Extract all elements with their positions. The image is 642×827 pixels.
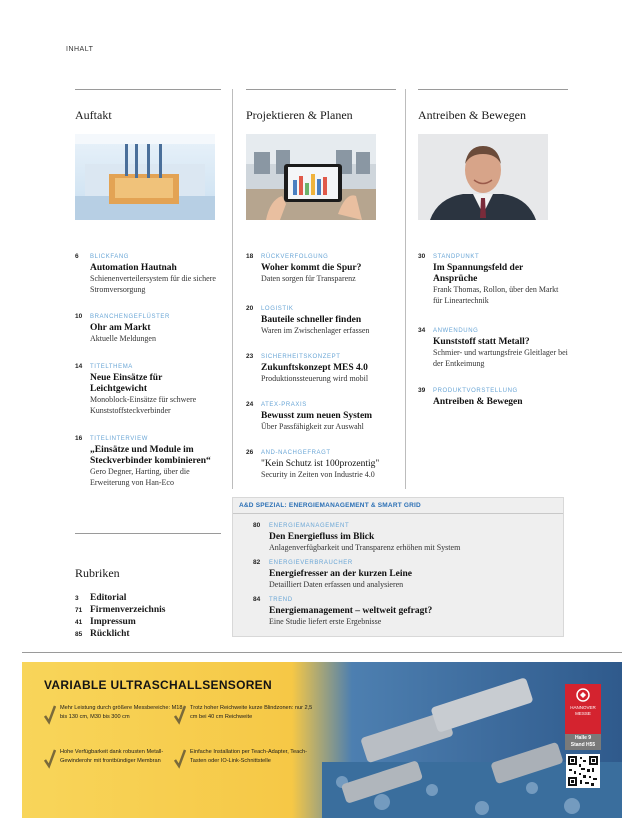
entry-kicker: PRODUKTVORSTELLUNG [433,388,518,394]
entry-title: Zukunftskonzept MES 4.0 [261,363,368,373]
page-number: 30 [418,253,426,260]
entry-kicker: TITELTHEMA [90,364,133,370]
page-number: 84 [253,596,261,603]
divider [75,533,221,534]
entry-kicker: AND-NACHGEFRAGT [261,450,331,456]
booth-info [565,734,601,750]
entry-title: „Einsätze und Module im Steckverbinder kombinieren“ [90,445,211,466]
column-auftakt [75,89,221,505]
ad-feature-text: Mehr Leistung durch größere Messbereiche: M18 bis 130 cm, M30 bis 300 cm [60,705,183,720]
entry-kicker: ANWENDUNG [433,328,479,334]
factory-photo [75,134,215,220]
rubriken-title: Impressum [90,617,136,627]
page-number: 41 [75,619,83,626]
page-number: 23 [246,353,254,360]
page-number: 26 [246,449,254,456]
ad-title: VARIABLE ULTRASCHALLSENSOREN [44,678,272,692]
column-projektieren [246,89,396,493]
rubriken-item[interactable] [75,617,225,629]
toc-entry[interactable] [246,305,396,353]
checkmark-icon [174,704,186,726]
ad-feature [44,748,184,765]
toc-entry[interactable] [418,253,568,327]
toc-entry[interactable] [246,449,396,493]
entry-title: "Kein Schutz ist 100prozentig" [261,459,380,469]
entry-kicker: STANDPUNKT [433,254,480,260]
entry-subtitle: Eine Studie liefert erste Ergebnisse [269,617,382,626]
rubriken-item[interactable] [75,593,225,605]
entry-kicker: ENERGIEVERBRAUCHER [269,560,353,566]
entry-subtitle: Monoblock-Einsätze für schwere Kunststoffsteckverbinder [90,395,197,415]
page-number: 6 [75,253,79,260]
rubriken-item[interactable] [75,605,225,617]
hannover-messe-logo [565,684,601,734]
entry-subtitle: Waren im Zwischenlager erfassen [261,326,370,335]
page-number: 3 [75,595,79,602]
qr-code-icon[interactable] [566,754,600,788]
page-number: 39 [418,387,426,394]
entry-subtitle: Schienenverteilersystem für die sichere Stromversorgung [90,274,216,294]
entry-subtitle: Anlagenverfügbarkeit und Transparenz erhöhen mit System [269,543,461,552]
toc-entry[interactable] [75,313,221,363]
ad-feature [44,704,184,721]
entry-subtitle: Produktionssteuerung wird mobil [261,374,369,383]
rubriken-title: Firmenverzeichnis [90,605,166,615]
toc-entry[interactable] [246,353,396,401]
toc-entry[interactable] [246,401,396,449]
entry-title: Im Spannungsfeld der Ansprüche [433,263,524,284]
rubriken-item[interactable] [75,629,225,641]
page-number: 85 [75,631,83,638]
hannover-messe-icon [576,688,590,702]
divider [22,652,622,653]
checkmark-icon [44,748,56,770]
toc-entry[interactable] [75,363,221,435]
entry-kicker: BLICKFANG [90,254,130,260]
ad-feature-text: Trotz hoher Reichweite kurze Blindzonen: nur 2,5 cm bei 40 cm Reichweite [190,705,313,720]
page-number: 80 [253,522,261,529]
entry-kicker: TITELINTERVIEW [90,436,148,442]
entry-kicker: SICHERHEITSKONZEPT [261,354,341,360]
entry-subtitle: Daten sorgen für Transparenz [261,274,356,283]
page-number: 82 [253,559,261,566]
column-heading: Antreiben & Bewegen [418,89,568,125]
ad-feature-text: Einfache Installation per Teach-Adapter, Teach-Tasten oder IO-Link-Schnittstelle [190,749,308,764]
column-heading: Projektieren & Planen [246,89,396,125]
rubriken-title: Rücklicht [90,629,130,639]
badge-text: HANNOVER MESSE [570,705,596,716]
entry-subtitle: Aktuelle Meldungen [90,334,156,343]
entry-title: Energiefresser an der kurzen Leine [269,569,413,579]
entry-subtitle: Gero Degner, Harting, über die Erweiterung von Han-Eco [90,467,190,487]
page-number: 24 [246,401,254,408]
rubriken-title: Editorial [90,593,127,603]
portrait-photo [418,134,548,220]
entry-subtitle: Über Passfähigkeit zur Auswahl [261,422,364,431]
ad-feature [174,704,314,721]
entry-title: Energiemanagement – weltweit gefragt? [269,606,433,616]
toc-entry[interactable] [253,559,563,596]
entry-subtitle: Schmier- und wartungsfreie Gleitlager bei der Entkeimung [433,348,568,368]
entry-title: Kunststoff statt Metall? [433,337,530,347]
toc-entry[interactable] [418,387,568,417]
column-divider [232,89,233,489]
special-heading: A&D SPEZIAL: ENERGIEMANAGEMENT & SMART GRID [233,498,563,514]
entry-kicker: TREND [269,597,293,603]
section-kicker: INHALT [66,46,94,53]
entry-kicker: LOGISTIK [261,306,294,312]
entry-subtitle: Security in Zeiten von Industrie 4.0 [261,470,375,479]
entry-kicker: ATEX-PRAXIS [261,402,307,408]
sensor-advertisement[interactable] [22,662,622,818]
rubriken-list [75,593,225,641]
column-divider [405,89,406,489]
page-number: 14 [75,363,83,370]
toc-entry[interactable] [418,327,568,387]
entry-title: Woher kommt die Spur? [261,263,362,273]
entry-title: Bewusst zum neuen System [261,411,373,421]
checkmark-icon [44,704,56,726]
page-number: 20 [246,305,254,312]
toc-entry[interactable] [75,435,221,505]
entry-subtitle: Detailliert Daten erfassen und analysieren [269,580,404,589]
entry-kicker: BRANCHENGEFLÜSTER [90,314,170,320]
ad-feature-text: Hohe Verfügbarkeit dank robusten Metall-Gewinderohr mit frontbündiger Membran [60,749,164,764]
stand-label: Stand H55 [570,742,596,748]
entry-title: Ohr am Markt [90,323,151,333]
column-antreiben [418,89,568,417]
page-number: 34 [418,327,426,334]
entry-kicker: RÜCKVERFOLGUNG [261,254,329,260]
page-number: 10 [75,313,83,320]
tablet-photo [246,134,376,220]
page-number: 18 [246,253,254,260]
special-box [232,497,564,637]
page-number: 71 [75,607,83,614]
rubriken-heading: Rubriken [75,566,120,580]
ad-feature [174,748,314,765]
toc-entry[interactable] [246,253,396,305]
entry-title: Antreiben & Bewegen [433,397,523,407]
entry-title: Automation Hautnah [90,263,177,273]
toc-entry[interactable] [253,522,563,559]
entry-title: Bauteile schneller finden [261,315,362,325]
page-number: 16 [75,435,83,442]
entry-kicker: ENERGIEMANAGEMENT [269,523,350,529]
toc-entry[interactable] [253,596,563,633]
checkmark-icon [174,748,186,770]
halle-label: Halle 9 [574,735,592,741]
toc-entry[interactable] [75,253,221,313]
column-heading: Auftakt [75,89,221,125]
entry-title: Den Energiefluss im Blick [269,532,375,542]
entry-title: Neue Einsätze für Leichtgewicht [90,373,163,394]
entry-subtitle: Frank Thomas, Rollon, über den Markt für Lineartechnik [433,285,559,305]
